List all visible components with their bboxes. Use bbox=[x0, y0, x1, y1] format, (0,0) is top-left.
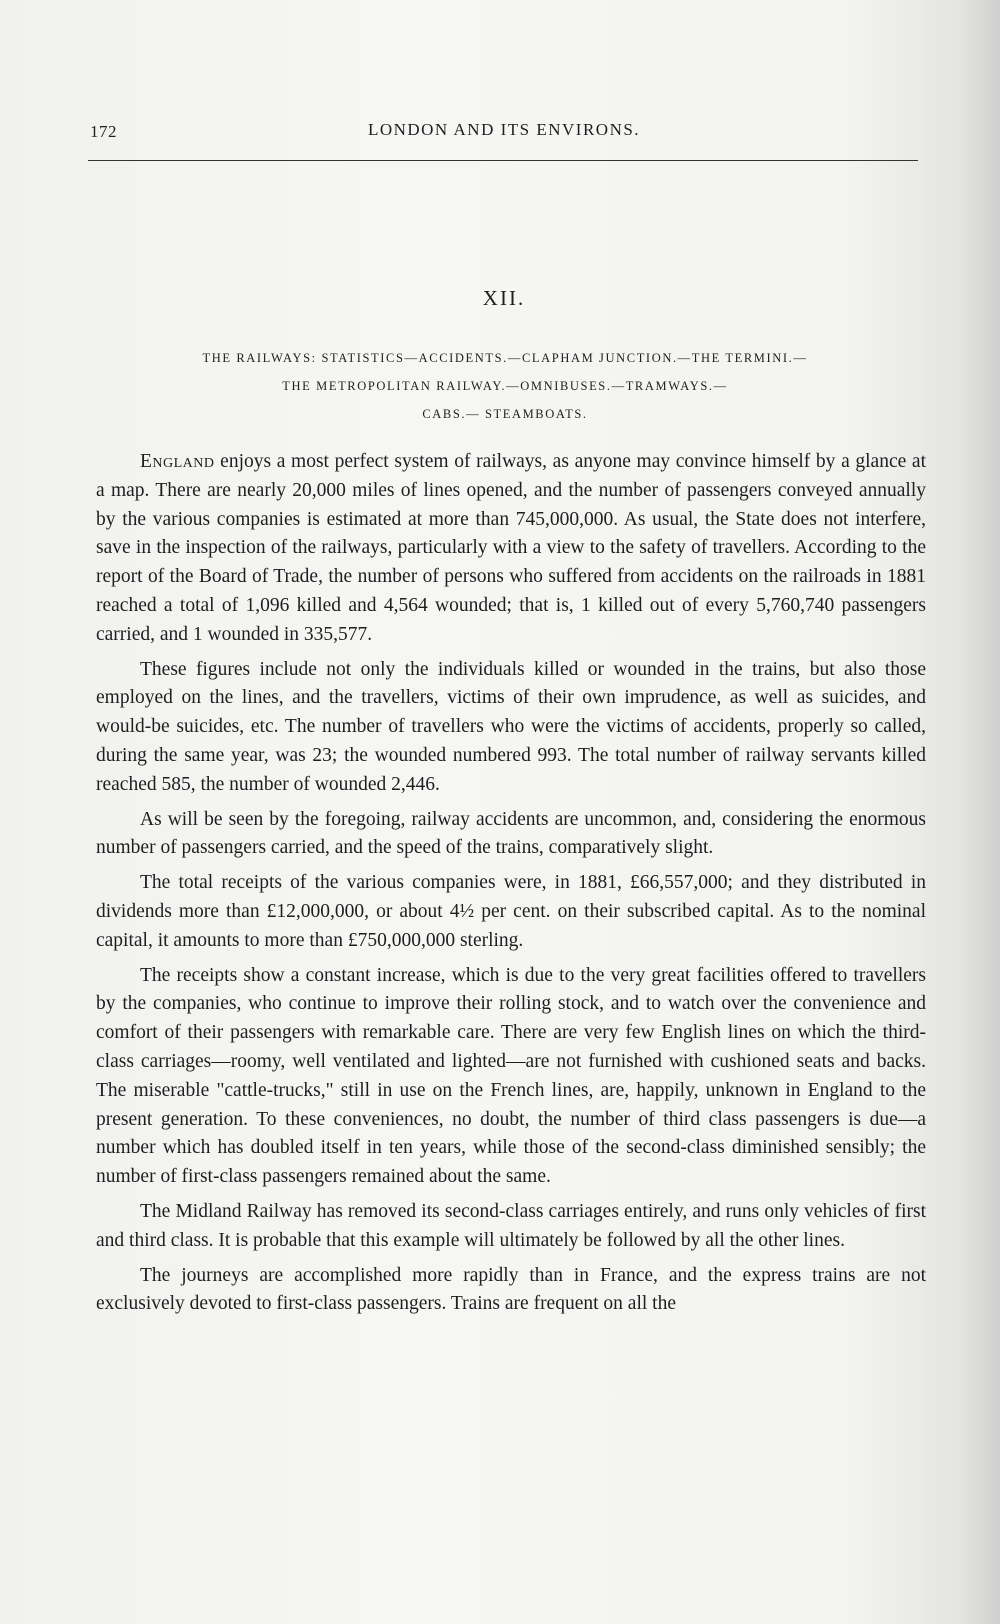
paragraph: The total receipts of the various companies were, in 1881, £66,557,000; and they distributed in dividends more than £12,000,000, or about 4½ per cent. on their subscribed capital. As to the nominal capital, it amounts to more than £750,000,000 sterling. bbox=[96, 872, 926, 951]
paragraph-lead-word: England bbox=[140, 451, 215, 472]
paragraph: The Midland Railway has removed its second-class carriages entirely, and runs only vehicles of first and third class. It is probable that this example will ultimately be followed by all the other lines. bbox=[96, 1200, 926, 1251]
paragraph: The receipts show a constant increase, which is due to the very great facilities offered to travellers by the companies, who continue to improve their rolling stock, and to watch over the convenience and comfort of their passengers with remarkable care. There are very few English lines on which the third-class carriages—roomy, well ventilated and lighted—are not furnished with cushioned seats and backs. The miserable "cattle-trucks," still in use on the French lines, are, happily, unknown in England to the present generation. To these conveniences, no doubt, the number of third class passengers is due—a number which has doubled itself in ten years, while those of the second-class diminished sensibly; the number of first-class passengers remained about the same. bbox=[96, 964, 926, 1188]
synopsis-line: THE RAILWAYS: STATISTICS—ACCIDENTS.—CLAPHAM JUNCTION.—THE TERMINI.— bbox=[202, 351, 808, 365]
body-text bbox=[96, 448, 926, 1319]
synopsis-line: CABS.— STEAMBOATS. bbox=[422, 407, 588, 421]
paragraph: These figures include not only the individuals killed or wounded in the trains, but also those employed on the lines, and the travellers, victims of their own imprudence, as well as suicides, and would-be suicides, etc. The number of travellers who were the victims of accidents, properly so called, during the same year, was 23; the wounded numbered 993. The total number of railway servants killed reached 585, the number of wounded 2,446. bbox=[96, 658, 926, 795]
page-number: 172 bbox=[90, 122, 117, 141]
paragraph bbox=[96, 448, 926, 650]
synopsis-line: THE METROPOLITAN RAILWAY.—OMNIBUSES.—TRAMWAYS.— bbox=[282, 379, 728, 393]
header-rule bbox=[88, 160, 918, 161]
chapter-number: XII. bbox=[482, 286, 526, 310]
paragraph: As will be seen by the foregoing, railway accidents are uncommon, and, considering the enormous number of passengers carried, and the speed of the trains, comparatively slight. bbox=[96, 808, 926, 859]
page-header bbox=[90, 118, 918, 148]
running-title: LONDON AND ITS ENVIRONS. bbox=[367, 120, 641, 139]
paragraph-text: enjoys a most perfect system of railways, as anyone may convince himself by a glance at a map. There are nearly 20,000 miles of lines opened, and the number of passengers conveyed annually by the various companies is estimated at more than 745,000,000. As usual, the State does not interfere, save in the inspection of the railways, particularly with a view to the safety of travellers. According to the report of the Board of Trade, the number of persons who suffered from accidents on the railroads in 1881 reached a total of 1,096 killed and 4,564 wounded; that is, 1 killed out of every 5,760,740 passengers carried, and 1 wounded in 335,577. bbox=[96, 451, 926, 645]
paragraph: The journeys are accomplished more rapidly than in France, and the express trains are not exclusively devoted to first-class passengers. Trains are frequent on all the bbox=[96, 1264, 926, 1315]
chapter-synopsis bbox=[110, 344, 900, 428]
